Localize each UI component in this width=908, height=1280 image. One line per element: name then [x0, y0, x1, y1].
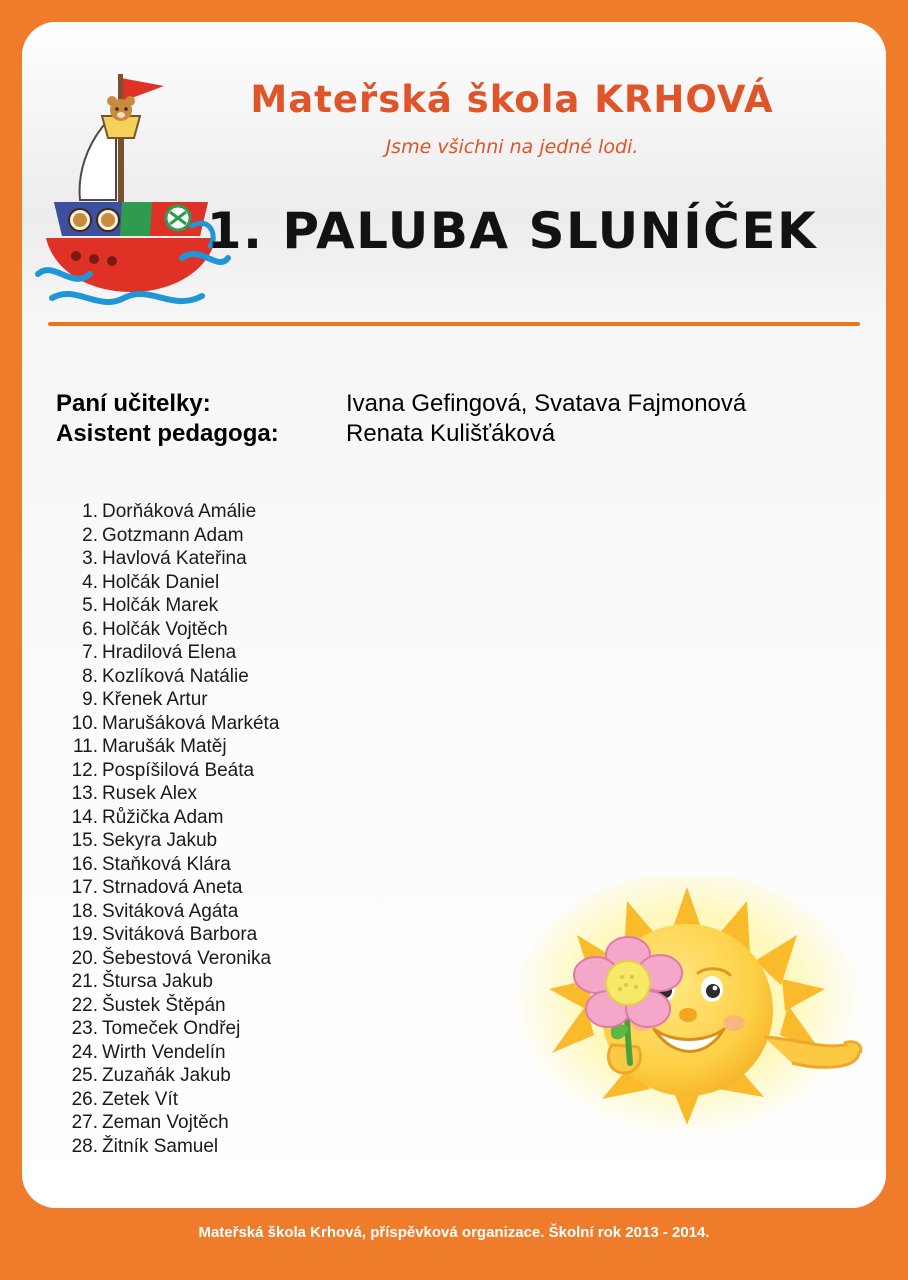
list-item-number: 15. — [71, 830, 98, 851]
school-name: Mateřská škola KRHOVÁ — [250, 78, 774, 121]
list-item-name: Marušák Matěj — [102, 736, 227, 757]
deck-title: 1. PALUBA SLUNÍČEK — [206, 202, 818, 260]
list-item-number: 3. — [82, 548, 98, 569]
list-item — [58, 1064, 488, 1088]
list-item-name: Gotzmann Adam — [102, 524, 244, 546]
children-list — [58, 500, 488, 1158]
list-item-number: 25. — [71, 1065, 98, 1086]
list-item-name: Šustek Štěpán — [102, 994, 226, 1016]
list-item — [58, 1041, 488, 1065]
teachers-label: Paní učitelky: — [56, 390, 211, 417]
list-item-name: Zeman Vojtěch — [102, 1112, 229, 1133]
list-item-name: Zuzaňák Jakub — [102, 1065, 231, 1086]
list-item — [58, 571, 488, 595]
teachers-row — [56, 390, 856, 418]
list-item-name: Dorňáková Amálie — [102, 501, 257, 522]
list-item-number: 5. — [82, 595, 98, 616]
list-item-name: Žitník Samuel — [102, 1135, 219, 1157]
list-item — [58, 524, 488, 548]
list-item-number: 14. — [71, 806, 98, 828]
list-item-name: Zetek Vít — [102, 1088, 179, 1110]
list-item — [58, 853, 488, 877]
list-item — [58, 923, 488, 947]
list-item-number: 4. — [82, 571, 98, 593]
assistant-value: Renata Kulišťáková — [346, 420, 556, 447]
list-item-name: Pospíšilová Beáta — [102, 759, 255, 781]
list-item-name: Sekyra Jakub — [102, 830, 218, 851]
list-item-name: Kozlíková Natálie — [102, 665, 249, 687]
list-item-name: Holčák Vojtěch — [102, 618, 228, 640]
header-divider — [48, 322, 860, 326]
footer-text: Mateřská škola Krhová, příspěvková organizace. Školní rok 2013 - 2014. — [198, 1224, 710, 1241]
list-item — [58, 712, 488, 736]
list-item — [58, 876, 488, 900]
school-motto: Jsme všichni na jedné lodi. — [385, 136, 639, 158]
list-item-name: Křenek Artur — [102, 689, 208, 710]
list-item-name: Holčák Marek — [102, 595, 219, 616]
list-item-number: 26. — [71, 1088, 98, 1110]
list-item-name: Staňková Klára — [102, 853, 231, 875]
list-item-number: 24. — [71, 1041, 98, 1063]
list-item — [58, 970, 488, 994]
list-item-number: 21. — [71, 971, 98, 992]
list-item — [58, 900, 488, 924]
list-item-number: 11. — [72, 736, 98, 757]
list-item-name: Šebestová Veronika — [102, 947, 272, 969]
list-item — [58, 1135, 488, 1159]
list-item — [58, 759, 488, 783]
assistant-label: Asistent pedagoga: — [56, 420, 279, 447]
list-item — [58, 735, 488, 759]
list-item-number: 22. — [71, 994, 98, 1016]
list-item — [58, 947, 488, 971]
list-item — [58, 665, 488, 689]
list-item-name: Strnadová Aneta — [102, 877, 243, 898]
list-item — [58, 994, 488, 1018]
list-item — [58, 1088, 488, 1112]
list-item — [58, 829, 488, 853]
list-item — [58, 618, 488, 642]
list-item-name: Růžička Adam — [102, 806, 224, 828]
list-item-name: Svitáková Agáta — [102, 900, 239, 922]
list-item-number: 8. — [82, 665, 98, 687]
list-item-number: 28. — [71, 1135, 98, 1157]
list-item — [58, 1111, 488, 1135]
list-item — [58, 594, 488, 618]
list-item-number: 17. — [71, 877, 98, 898]
list-item — [58, 641, 488, 665]
list-item — [58, 688, 488, 712]
list-item-number: 19. — [71, 924, 98, 945]
list-item-number: 9. — [82, 689, 98, 710]
list-item-number: 7. — [82, 642, 98, 663]
list-item-number: 2. — [82, 524, 98, 546]
list-item-number: 20. — [71, 947, 98, 969]
list-item-name: Štursa Jakub — [102, 971, 213, 992]
smiling-sun-with-flower-icon — [492, 877, 886, 1167]
list-item — [58, 547, 488, 571]
list-item-number: 16. — [71, 853, 98, 875]
list-item-number: 18. — [71, 900, 98, 922]
list-item-name: Wirth Vendelín — [102, 1041, 226, 1063]
list-item-number: 12. — [71, 759, 98, 781]
staff-block — [56, 390, 856, 450]
list-item-number: 27. — [71, 1112, 98, 1133]
list-item-name: Marušáková Markéta — [102, 712, 280, 734]
list-item-number: 23. — [71, 1018, 98, 1039]
list-item-number: 10. — [71, 712, 98, 734]
list-item — [58, 1017, 488, 1041]
list-item-name: Svitáková Barbora — [102, 924, 258, 945]
list-item-number: 6. — [82, 618, 98, 640]
list-item-name: Holčák Daniel — [102, 571, 220, 593]
list-item — [58, 782, 488, 806]
teachers-value: Ivana Gefingová, Svatava Fajmonová — [346, 390, 747, 417]
list-item-name: Havlová Kateřina — [102, 548, 247, 569]
list-item-name: Rusek Alex — [102, 783, 198, 804]
assistant-row — [56, 420, 856, 448]
list-item — [58, 500, 488, 524]
list-item-name: Hradilová Elena — [102, 642, 237, 663]
poster-card — [22, 22, 886, 1208]
list-item-name: Tomeček Ondřej — [102, 1018, 241, 1039]
list-item — [58, 806, 488, 830]
list-item-number: 13. — [71, 783, 98, 804]
list-item-number: 1. — [82, 501, 98, 522]
